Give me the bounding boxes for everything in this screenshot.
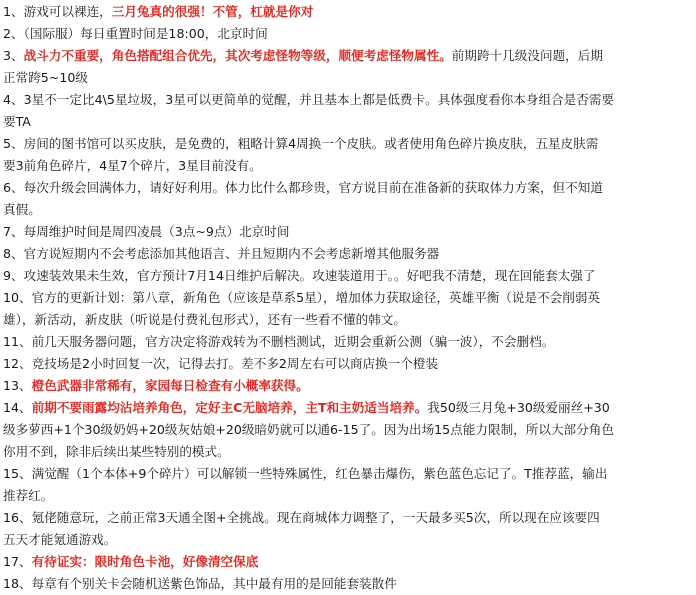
- tip-line: [3, 507, 690, 529]
- plain-text: 10、官方的更新计划：第八章，新角色（应该是草系5星），增加体力获取途径，英雄平衡（说是不会削弱英: [3, 290, 601, 305]
- plain-text: 你用不到，除非后续出某些特别的模式。: [3, 444, 230, 459]
- tip-line: [3, 463, 690, 485]
- tip-line: [3, 221, 690, 243]
- plain-text: 要3前角色碎片，4星7个碎片，3星目前没有。: [3, 158, 262, 173]
- tip-line: [3, 331, 690, 353]
- highlighted-text: 前期不要雨露均沾培养角色，定好主C无脑培养，主T和主奶适当培养。: [31, 400, 428, 415]
- highlighted-text: 战斗力不重要，角色搭配组合优先，其次考虑怪物等级，顺便考虑怪物属性。: [23, 48, 452, 63]
- plain-text: 14、: [3, 400, 32, 415]
- plain-text: 1、游戏可以裸连，: [3, 4, 112, 19]
- plain-text: 17、: [3, 554, 32, 569]
- plain-text: 18、每章有个别关卡会随机送紫色饰品，其中最有用的是回能套装散件: [3, 576, 397, 591]
- plain-text: 8、官方说短期内不会考虑添加其他语言、并且短期内不会考虑新增其他服务器: [3, 246, 440, 261]
- tip-line: [3, 133, 690, 155]
- tip-line: [3, 1, 690, 23]
- plain-text: 五天才能氪通游戏。: [3, 532, 117, 547]
- plain-text: 12、竞技场是2小时回复一次，记得去打。差不多2周左右可以商店换一个橙装: [3, 356, 439, 371]
- tip-line: [3, 419, 690, 441]
- plain-text: 3、: [3, 48, 24, 63]
- highlighted-text: 有待证实：限时角色卡池，好像清空保底: [31, 554, 259, 569]
- plain-text: 5、房间的图书馆可以买皮肤，是免费的，粗略计算4周换一个皮肤。或者使用角色碎片换皮肤，五星皮肤需: [3, 136, 599, 151]
- plain-text: 2、（国际服）每日重置时间是18:00，北京时间: [3, 26, 268, 41]
- tip-line: [3, 573, 690, 595]
- highlighted-text: 橙色武器非常稀有，家园每日检查有小概率获得。: [31, 378, 309, 393]
- tip-line: [3, 89, 690, 111]
- plain-text: 4、3星不一定比4\5星垃圾，3星可以更简单的觉醒，并且基本上都是低费卡。具体强度看你本身组合是否需要: [3, 92, 615, 107]
- plain-text: 9、攻速装效果未生效，官方预计7月14日维护后解决。攻速装道用于。。好吧我不清楚，现在回能套太强了: [3, 268, 596, 283]
- plain-text: 前期跨十几级没问题，后期: [451, 48, 603, 63]
- tip-line: [3, 199, 690, 221]
- highlighted-text: 三月兔真的很强！不管，杠就是你对: [111, 4, 314, 19]
- plain-text: 15、满觉醒（1个本体+9个碎片）可以解锁一些特殊属性，红色暴击爆伤，紫色蓝色忘记了。T推荐蓝，输出: [3, 466, 608, 481]
- tip-line: [3, 375, 690, 397]
- tip-line: [3, 309, 690, 331]
- plain-text: 我50级三月兔+30级爱丽丝+30: [427, 400, 610, 415]
- plain-text: 13、: [3, 378, 32, 393]
- tip-line: [3, 177, 690, 199]
- tip-line: [3, 243, 690, 265]
- tip-line: [3, 551, 690, 573]
- tip-line: [3, 485, 690, 507]
- plain-text: 推荐红。: [3, 488, 54, 503]
- plain-text: 11、前几天服务器问题，官方决定将游戏转为不删档测试，近期会重新公测（骗一波），不会删档。: [3, 334, 555, 349]
- plain-text: 真假。: [3, 202, 41, 217]
- tip-line: [3, 155, 690, 177]
- tip-line: [3, 441, 690, 463]
- plain-text: 雄），新活动，新皮肤（听说是付费礼包形式），还有一些看不懂的韩文。: [3, 312, 406, 327]
- plain-text: 正常跨5~10级: [3, 70, 88, 85]
- tip-line: [3, 397, 690, 419]
- tip-line: [3, 529, 690, 551]
- tip-line: [3, 67, 690, 89]
- tip-line: [3, 265, 690, 287]
- plain-text: 6、每次升级会回满体力，请好好利用。体力比什么都珍贵，官方说目前在准备新的获取体力方案，但不知道: [3, 180, 603, 195]
- plain-text: 16、氪佬随意玩，之前正常3天通全图+全挑战。现在商城体力调整了，一天最多买5次，所以现在应该要四: [3, 510, 600, 525]
- tip-line: [3, 287, 690, 309]
- tip-line: [3, 111, 690, 133]
- plain-text: 7、每周维护时间是周四凌晨（3点~9点）北京时间: [3, 224, 290, 239]
- plain-text: 级多萝西+1个30级奶妈+20级灰姑娘+20级暗奶就可以通6-15了。因为出场15点能力限制，所以大部分角色: [3, 422, 614, 437]
- tip-line: [3, 45, 690, 67]
- tip-line: [3, 23, 690, 45]
- plain-text: 要TA: [3, 114, 31, 129]
- tip-line: [3, 353, 690, 375]
